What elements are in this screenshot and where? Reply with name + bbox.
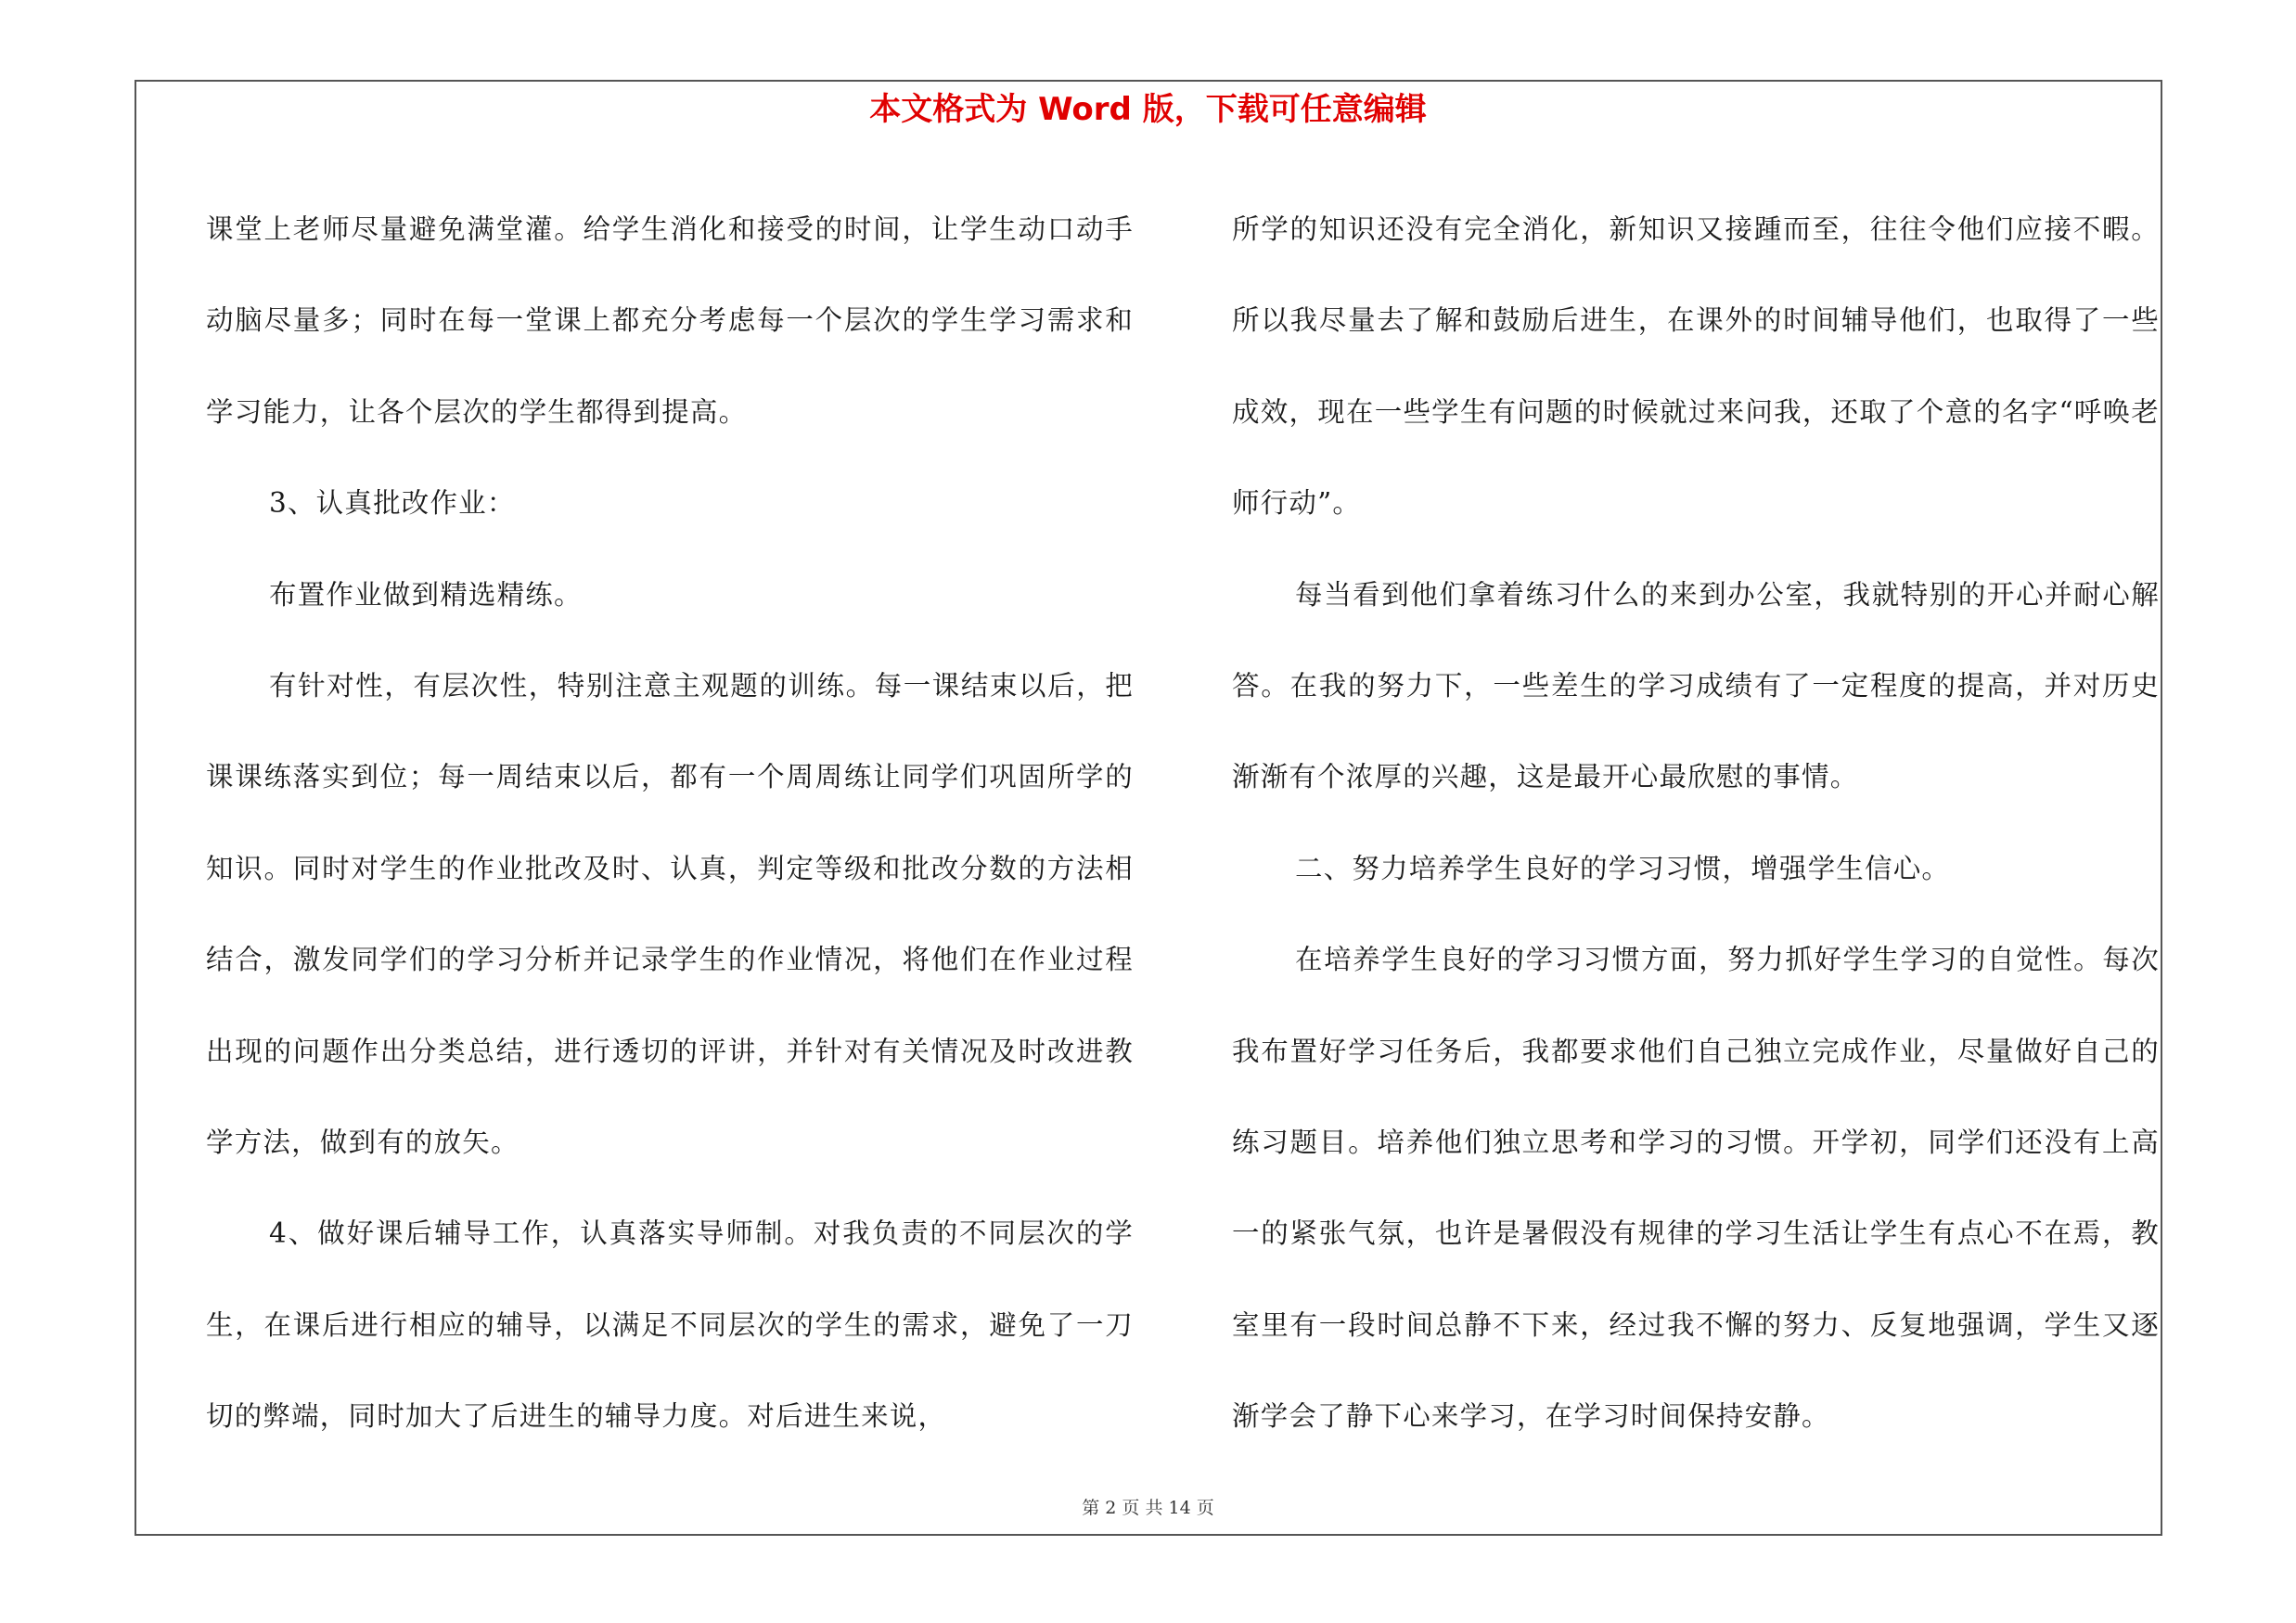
left-text-column	[206, 184, 1134, 1462]
page-number-footer: 第 2 页 共 14 页	[1082, 1498, 1214, 1518]
paragraph: 在培养学生良好的学习习惯方面，努力抓好学生学习的自觉性。每次我布置好学习任务后，我都要求他们自己独立完成作业，尽量做好自己的练习题目。培养他们独立思考和学习的习惯。开学初，同学们还没有上高一的紧张气氛，也许是暑假没有规律的学习生活让学生有点心不在焉，教室里有一段时间总静不下来，经过我不懈的努力、反复地强调，学生又逐渐学会了静下心来学习，在学习时间保持安静。	[1232, 944, 2160, 1433]
right-text-column	[1232, 184, 2160, 1462]
paragraph-continued: 课堂上老师尽量避免满堂灌。给学生消化和接受的时间，让学生动口动手动脑尽量多；同时在每一堂课上都充分考虑每一个层次的学生学习需求和学习能力，让各个层次的学生都得到提高。	[206, 213, 1134, 428]
section-heading-3: 3、认真批改作业：	[269, 487, 516, 520]
paragraph-continued: 所学的知识还没有完全消化，新知识又接踵而至，往往令他们应接不暇。所以我尽量去了解和鼓励后进生，在课外的时间辅导他们，也取得了一些成效，现在一些学生有问题的时候就过来问我，还取了个意的名字“呼唤老师行动”。	[1232, 213, 2160, 520]
paragraph: 布置作业做到精选精练。	[269, 578, 583, 611]
format-notice-banner: 本文格式为 Word 版，下载可任意编辑	[869, 91, 1427, 128]
section-heading-2: 二、努力培养学生良好的学习习惯，增强学生信心。	[1295, 852, 1951, 884]
paragraph: 每当看到他们拿着练习什么的来到办公室，我就特别的开心并耐心解答。在我的努力下，一些差生的学习成绩有了一定程度的提高，并对历史渐渐有个浓厚的兴趣，这是最开心最欣慰的事情。	[1232, 578, 2160, 793]
paragraph: 有针对性，有层次性，特别注意主观题的训练。每一课结束以后，把课课练落实到位；每一周结束以后，都有一个周周练让同学们巩固所学的知识。同时对学生的作业批改及时、认真，判定等级和批改分数的方法相结合，激发同学们的学习分析并记录学生的作业情况，将他们在作业过程出现的问题作出分类总结，进行透切的评讲，并针对有关情况及时改进教学方法，做到有的放矢。	[206, 670, 1134, 1159]
section-heading-4: 4、做好课后辅导工作，认真落实导师制。对我负责的不同层次的学生，在课后进行相应的辅导，以满足不同层次的学生的需求，避免了一刀切的弊端，同时加大了后进生的辅导力度。对后进生来说，	[206, 1217, 1134, 1433]
